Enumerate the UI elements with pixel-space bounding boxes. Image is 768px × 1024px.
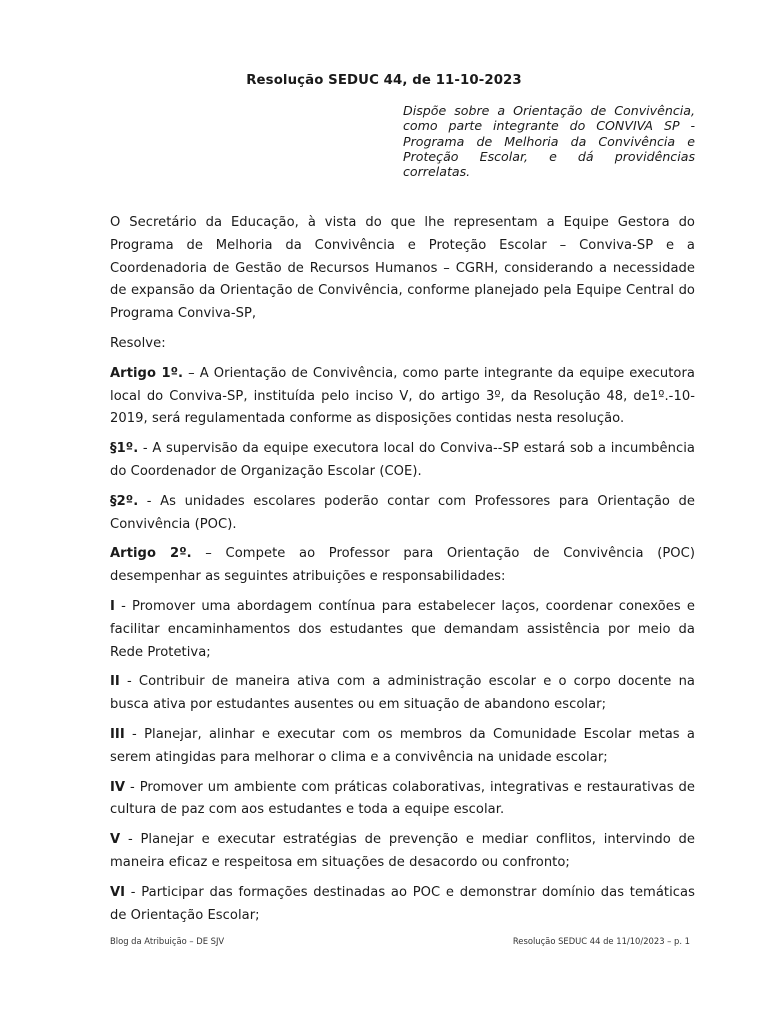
paragraph-text: - Promover uma abordagem contínua para estabelecer laços, coordenar conexões e facilitar encaminhamentos dos estudantes que demandam assistência por meio da Rede Protetiva; xyxy=(110,598,695,660)
paragraph-par-1 xyxy=(110,438,695,484)
paragraph-text: Resolve: xyxy=(110,335,166,351)
document-title: Resolução SEDUC 44, de 11-10-2023 xyxy=(246,73,522,88)
paragraph-text: - Participar das formações destinadas ao POC e demonstrar domínio das temáticas de Orientação Escolar; xyxy=(110,884,695,923)
paragraph-inciso-vi xyxy=(110,882,695,928)
paragraph-text: – A Orientação de Convivência, como parte integrante da equipe executora local do Conviva-SP, instituída pelo inciso V, do artigo 3º, da Resolução 48, de1º.-10-2019, será regulamentada conforme as disposições contidas nesta resolução. xyxy=(110,365,695,427)
paragraph-inciso-iv xyxy=(110,777,695,823)
paragraph-lead: II xyxy=(110,674,120,690)
paragraph-inciso-ii xyxy=(110,671,695,717)
paragraph-par-2 xyxy=(110,491,695,537)
paragraph-inciso-iii xyxy=(110,724,695,770)
paragraph-text: - As unidades escolares poderão contar com Professores para Orientação de Convivência (POC). xyxy=(110,493,695,532)
paragraph-text: - Planejar, alinhar e executar com os membros da Comunidade Escolar metas a serem atingidas para melhorar o clima e a convivência na unidade escolar; xyxy=(110,726,695,765)
paragraph-preamble xyxy=(110,212,695,326)
paragraph-lead: V xyxy=(110,832,121,848)
paragraph-lead: III xyxy=(110,726,125,742)
paragraph-text: - Planejar e executar estratégias de prevenção e mediar conflitos, intervindo de maneira eficaz e respeitosa em situações de desacordo ou confronto; xyxy=(110,832,695,870)
paragraph-artigo-1 xyxy=(110,363,695,431)
paragraph-inciso-v xyxy=(110,829,695,875)
paragraph-lead: Artigo 1º. xyxy=(110,365,184,381)
document-body xyxy=(110,212,695,934)
document-summary: Dispõe sobre a Orientação de Convivência, como parte integrante do CONVIVA SP - Programa de Melhoria da Convivência e Proteção Escolar, e dá providências correlatas. xyxy=(403,103,695,180)
paragraph-text: - Promover um ambiente com práticas colaborativas, integrativas e restaurativas de cultura de paz com aos estudantes e toda a equipe escolar. xyxy=(110,779,695,818)
paragraph-text: O Secretário da Educação, à vista do que lhe representam a Equipe Gestora do Programa de Melhoria da Convivência e Proteção Escolar – Conviva-SP e a Coordenadoria de Gestão de Recursos Humanos – CGRH, considerando a necessidade de expansão da Orientação de Convivência, conforme planejado pela Equipe Central do Programa Conviva-SP, xyxy=(110,215,695,322)
paragraph-text: - A supervisão da equipe executora local do Conviva--SP estará sob a incumbência do Coordenador de Organização Escolar (COE). xyxy=(110,441,695,479)
paragraph-lead: Artigo 2º. xyxy=(110,546,192,562)
footer-source: Blog da Atribuição – DE SJV xyxy=(110,936,225,946)
paragraph-artigo-2 xyxy=(110,543,695,589)
paragraph-lead: VI xyxy=(110,884,126,900)
footer-page-reference: Resolução SEDUC 44 de 11/10/2023 – p. 1 xyxy=(512,936,690,946)
paragraph-text: - Contribuir de maneira ativa com a administração escolar e o corpo docente na busca ativa por estudantes ausentes ou em situação de abandono escolar; xyxy=(110,674,695,713)
paragraph-text: – Compete ao Professor para Orientação de Convivência (POC) desempenhar as seguintes atribuições e responsabilidades: xyxy=(110,546,696,585)
paragraph-inciso-i xyxy=(110,596,695,664)
paragraph-lead: I xyxy=(110,598,115,614)
paragraph-lead: IV xyxy=(110,779,126,795)
paragraph-resolve xyxy=(110,333,695,356)
paragraph-lead: §2º. xyxy=(110,493,139,509)
paragraph-lead: §1º. xyxy=(110,441,139,457)
